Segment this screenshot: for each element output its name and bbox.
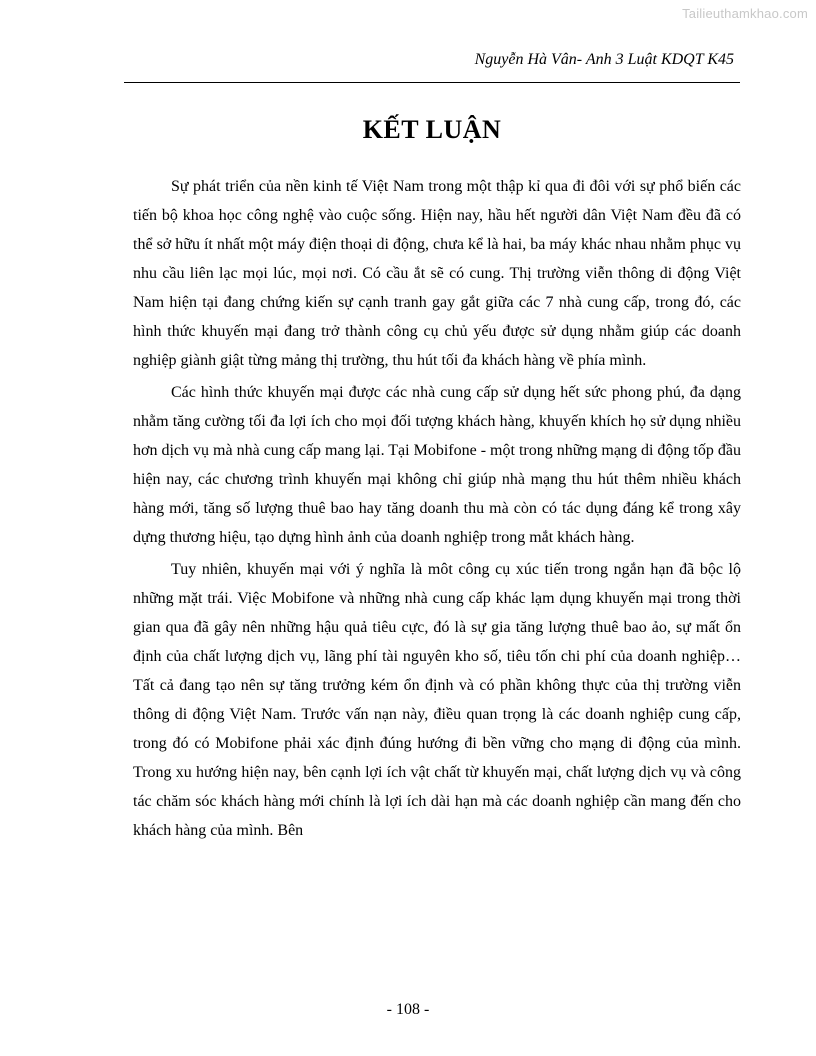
paragraph-2: Các hình thức khuyến mại được các nhà cung cấp sử dụng hết sức phong phú, đa dạng nhằm tăng cường tối đa lợi ích cho mọi đối tượng khách hàng, khuyến khích họ sử dụng nhiều hơn dịch vụ mà nhà cung cấp mang lại. Tại Mobifone - một trong những mạng di động tốp đầu hiện nay, các chương trình khuyến mại không chỉ giúp nhà mạng thu hút thêm nhiều khách hàng mới, tăng số lượng thuê bao hay tăng doanh thu mà còn có tác dụng đáng kể trong xây dựng thương hiệu, tạo dựng hình ảnh của doanh nghiệp trong mắt khách hàng. [133,384,741,546]
page-number: - 108 - [386,1001,430,1018]
paragraph-3: Tuy nhiên, khuyến mại với ý nghĩa là môt công cụ xúc tiến trong ngắn hạn đã bộc lộ những mặt trái. Việc Mobifone và những nhà cung cấp khác lạm dụng khuyến mại trong thời gian qua đã gây nên những hậu quả tiêu cực, đó là sự gia tăng lượng thuê bao ảo, sự mất ổn định của chất lượng dịch vụ, lãng phí tài nguyên kho số, tiêu tốn chi phí của doanh nghiệp… Tất cả đang tạo nên sự tăng trưởng kém ổn định và có phần không thực của thị trường viễn thông di động Việt Nam. Trước vấn nạn này, điều quan trọng là các doanh nghiệp cung cấp, trong đó có Mobifone phải xác định đúng hướng đi bền vững cho mạng di động của mình. Trong xu hướng hiện nay, bên cạnh lợi ích vật chất từ khuyến mại, chất lượng dịch vụ và công tác chăm sóc khách hàng mới chính là lợi ích dài hạn mà các doanh nghiệp cần mang đến cho khách hàng của mình. Bên [133,561,741,839]
header-divider [124,82,740,83]
page-title: KẾT LUẬN [362,115,502,144]
page-header-author: Nguyễn Hà Vân- Anh 3 Luật KDQT K45 [474,51,734,68]
paragraph-1: Sự phát triển của nền kinh tế Việt Nam trong một thập kỉ qua đi đôi với sự phổ biến các tiến bộ khoa học công nghệ vào cuộc sống. Hiện nay, hầu hết người dân Việt Nam đều đã có thể sở hữu ít nhất một máy điện thoại di động, chưa kể là hai, ba máy khác nhau nhằm phục vụ nhu cầu liên lạc mọi lúc, mọi nơi. Có cầu ắt sẽ có cung. Thị trường viễn thông di động Việt Nam hiện tại đang chứng kiến sự cạnh tranh gay gắt giữa các 7 nhà cung cấp, trong đó, các hình thức khuyến mại đang trở thành công cụ chủ yếu được sử dụng nhằm giúp các doanh nghiệp giành giật từng mảng thị trường, thu hút tối đa khách hàng về phía mình. [133,178,741,369]
document-body [133,172,741,848]
watermark-text: Tailieuthamkhao.com [682,6,808,21]
